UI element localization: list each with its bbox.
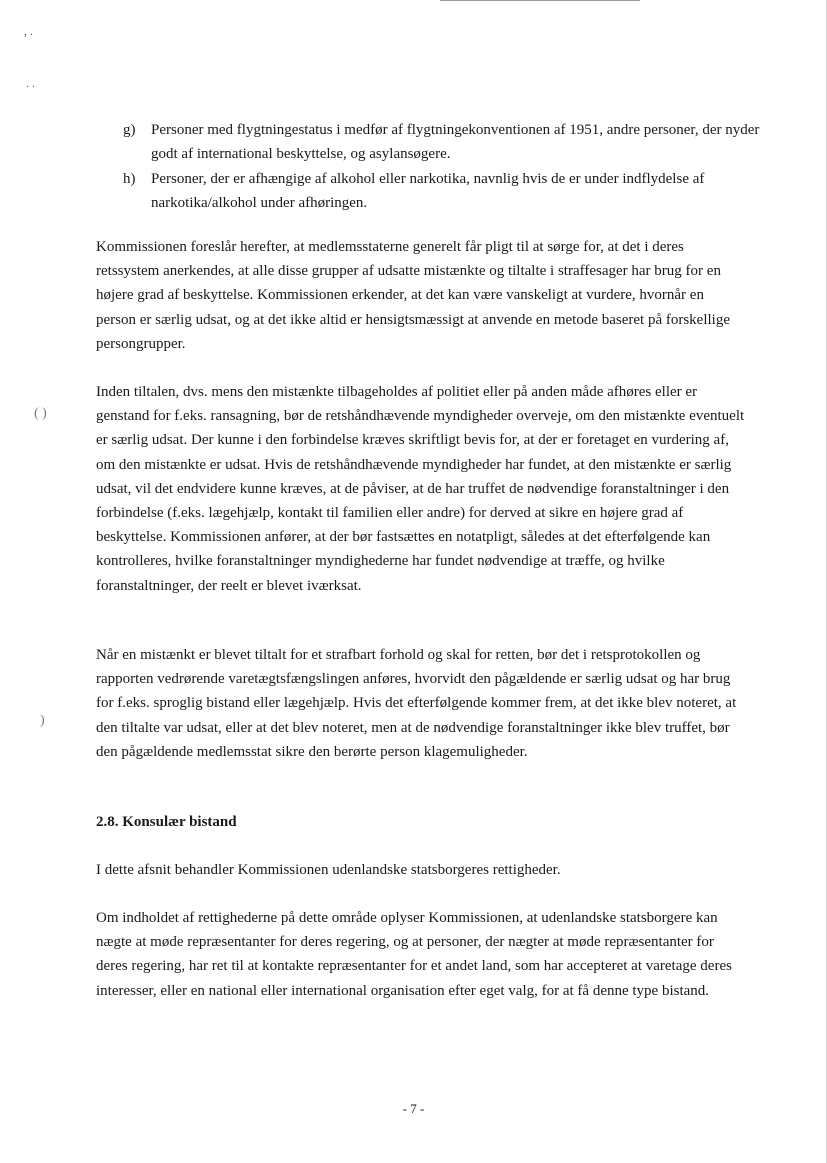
enumerated-list — [123, 118, 763, 216]
list-item — [123, 167, 763, 215]
paragraph-5: Om indholdet af rettighederne på dette område oplyser Kommissionen, at udenlandske statsborgere kan nægte at møde repræsentanter for deres regering, og at personer, der nægter at møde repræsentanter for deres regering, har ret til at kontakte repræsentanter for et andet land, som har accepteret at varetage deres interesser, eller en national eller international organisation efter eget valg, for at få denne type bistand. — [96, 910, 732, 999]
section-heading: 2.8. Konsulær bistand — [96, 814, 237, 830]
paragraph-2: Inden tiltalen, dvs. mens den mistænkte tilbageholdes af politiet eller på anden måde afhøres eller er genstand for f.eks. ransagning, bør de retshåndhævende myndigheder overveje, om den mistænkte eventuelt er særlig udsat. Der kunne i den forbindelse kræves skriftligt bevis for, at der er foretaget en vurdering af, om den mistænkte er udsat. Hvis de retshåndhævende myndigheder har fundet, at den mistænkte er særlig udsat, vil det endvidere kunne kræves, at de påviser, at de har truffet de nødvendige foranstaltninger i den forbindelse (f.eks. lægehjælp, kontakt til familien eller andre) for derved at sikre en højere grad af beskyttelse. Kommissionen anfører, at der bør fastsættes en notatpligt, således at det efterfølgende kan kontrolleres, hvilke foranstaltninger myndighederne har fundet nødvendige at træffe, og hvilke foranstaltninger, der reelt er blevet iværksat. — [96, 384, 745, 594]
list-item-text: Personer med flygtningestatus i medfør af flygtningekonventionen af 1951, andre personer, der nyder godt af international beskyttelse, og asylansøgere. — [151, 122, 760, 162]
page-number: - 7 - — [402, 1101, 425, 1116]
list-marker: g) — [123, 122, 136, 138]
scan-speck: . . — [26, 76, 35, 90]
list-item-text: Personer, der er afhængige af alkohol eller narkotika, navnlig hvis de er under indflydelse af narkotika/alkohol under afhøringen. — [151, 171, 705, 211]
punch-hole-mark: ( ) — [34, 406, 47, 421]
paragraph-4: I dette afsnit behandler Kommissionen udenlandske statsborgeres rettigheder. — [96, 862, 561, 878]
scan-speck: , . — [24, 24, 33, 38]
punch-hole-mark: ) — [40, 713, 45, 728]
paragraph-3: Når en mistænkt er blevet tiltalt for et strafbart forhold og skal for retten, bør det i retsprotokollen og rapporten vedrørende varetægtsfængslingen anføres, hvorvidt den pågældende er særlig udsat og har brug for f.eks. sproglig bistand eller lægehjælp. Hvis det efterfølgende kommer frem, at det ikke blev noteret, at den tiltalte var udsat, eller at det blev noteret, men at de nødvendige foranstaltninger ikke blev truffet, bør den pågældende medlemsstat sikre den berørte person klagemuligheder. — [96, 647, 737, 760]
list-item — [123, 118, 763, 166]
scan-artifact-line — [440, 0, 640, 1]
paragraph-1: Kommissionen foreslår herefter, at medlemsstaterne generelt får pligt til at sørge for, at det i deres retssystem anerkendes, at alle disse grupper af udsatte mistænkte og tiltalte i straffesager har brug for en højere grad af beskyttelse. Kommissionen erkender, at det kan være vanskeligt at vurdere, hvornår en person er særlig udsat, og at det ikke altid er hensigtsmæssigt at anvende en metode baseret på forskellige persongrupper. — [96, 239, 730, 352]
list-marker: h) — [123, 171, 136, 187]
